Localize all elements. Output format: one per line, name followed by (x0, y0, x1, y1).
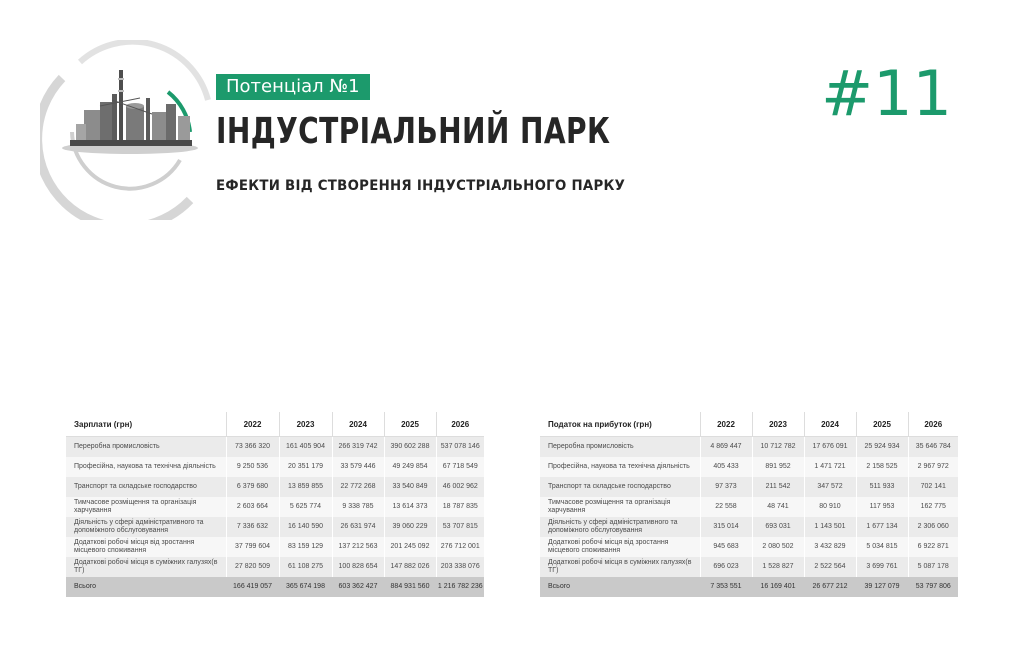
cell-value: 100 828 654 (332, 557, 384, 577)
cell-value: 2 158 525 (856, 457, 908, 477)
cell-value: 2 080 502 (752, 537, 804, 557)
cell-value: 73 366 320 (226, 437, 279, 457)
total-label: Всього (66, 577, 226, 597)
cell-value: 266 319 742 (332, 437, 384, 457)
cell-value: 10 712 782 (752, 437, 804, 457)
row-label: Діяльність у сфері адміністративного та допоміжного обслуговування (66, 517, 226, 537)
total-value: 39 127 079 (856, 577, 908, 597)
year-header: 2024 (804, 412, 856, 437)
year-header: 2025 (384, 412, 436, 437)
row-label: Професійна, наукова та технічна діяльність (540, 457, 700, 477)
table-row (540, 557, 958, 577)
cell-value: 702 141 (908, 477, 958, 497)
cell-value: 211 542 (752, 477, 804, 497)
factory-buildings (62, 70, 198, 154)
page-number: #11 (821, 57, 952, 130)
table-row (66, 537, 484, 557)
cell-value: 137 212 563 (332, 537, 384, 557)
total-row (66, 577, 484, 597)
cell-value: 405 433 (700, 457, 752, 477)
cell-value: 20 351 179 (279, 457, 332, 477)
row-label: Додаткові робочі місця від зростання місцевого споживання (66, 537, 226, 557)
row-label: Тимчасове розміщення та організація харчування (540, 497, 700, 517)
cell-value: 25 924 934 (856, 437, 908, 457)
cell-value: 33 540 849 (384, 477, 436, 497)
year-header: 2026 (436, 412, 484, 437)
cell-value: 6 922 871 (908, 537, 958, 557)
cell-value: 17 676 091 (804, 437, 856, 457)
cell-value: 13 859 855 (279, 477, 332, 497)
cell-value: 37 799 604 (226, 537, 279, 557)
table-row (540, 457, 958, 477)
row-label: Додаткові робочі місця від зростання місцевого споживання (540, 537, 700, 557)
cell-value: 27 820 509 (226, 557, 279, 577)
cell-value: 1 143 501 (804, 517, 856, 537)
cell-value: 35 646 784 (908, 437, 958, 457)
row-label: Переробна промисловість (66, 437, 226, 457)
year-header: 2022 (700, 412, 752, 437)
cell-value: 2 306 060 (908, 517, 958, 537)
cell-value: 511 933 (856, 477, 908, 497)
cell-value: 97 373 (700, 477, 752, 497)
total-value: 365 674 198 (279, 577, 332, 597)
year-header: 2026 (908, 412, 958, 437)
cell-value: 80 910 (804, 497, 856, 517)
table-row (66, 497, 484, 517)
row-label: Транспорт та складське господарство (66, 477, 226, 497)
year-header: 2023 (752, 412, 804, 437)
cell-value: 347 572 (804, 477, 856, 497)
profit-tax-table (540, 412, 958, 597)
cell-value: 693 031 (752, 517, 804, 537)
cell-value: 67 718 549 (436, 457, 484, 477)
cell-value: 1 528 827 (752, 557, 804, 577)
cell-value: 22 772 268 (332, 477, 384, 497)
table-row (66, 557, 484, 577)
factory-illustration-icon (40, 40, 220, 220)
page-subtitle: ЕФЕКТИ ВІД СТВОРЕННЯ ІНДУСТРІАЛЬНОГО ПАРКУ (216, 178, 626, 194)
cell-value: 33 579 446 (332, 457, 384, 477)
cell-value: 117 953 (856, 497, 908, 517)
row-label: Додаткові робочі місця в суміжних галузях(в ТГ) (66, 557, 226, 577)
cell-value: 1 471 721 (804, 457, 856, 477)
row-label: Діяльність у сфері адміністративного та допоміжного обслуговування (540, 517, 700, 537)
cell-value: 83 159 129 (279, 537, 332, 557)
table-header-row (540, 412, 958, 437)
total-value: 7 353 551 (700, 577, 752, 597)
potential-badge: Потенціал №1 (216, 74, 370, 100)
cell-value: 46 002 962 (436, 477, 484, 497)
row-label: Переробна промисловість (540, 437, 700, 457)
year-header: 2025 (856, 412, 908, 437)
cell-value: 161 405 904 (279, 437, 332, 457)
total-value: 603 362 427 (332, 577, 384, 597)
table-header-row (66, 412, 484, 437)
table-title: Податок на прибуток (грн) (540, 412, 700, 437)
year-header: 2024 (332, 412, 384, 437)
cell-value: 1 677 134 (856, 517, 908, 537)
year-header: 2023 (279, 412, 332, 437)
cell-value: 9 338 785 (332, 497, 384, 517)
cell-value: 5 034 815 (856, 537, 908, 557)
cell-value: 2 522 564 (804, 557, 856, 577)
row-label: Додаткові робочі місця в суміжних галузях(в ТГ) (540, 557, 700, 577)
year-header: 2022 (226, 412, 279, 437)
cell-value: 891 952 (752, 457, 804, 477)
cell-value: 3 699 761 (856, 557, 908, 577)
table-row (66, 457, 484, 477)
total-value: 166 419 057 (226, 577, 279, 597)
table-title: Зарплати (грн) (66, 412, 226, 437)
cell-value: 2 603 664 (226, 497, 279, 517)
cell-value: 537 078 146 (436, 437, 484, 457)
row-label: Транспорт та складське господарство (540, 477, 700, 497)
cell-value: 162 775 (908, 497, 958, 517)
total-value: 884 931 560 (384, 577, 436, 597)
cell-value: 6 379 680 (226, 477, 279, 497)
cell-value: 5 625 774 (279, 497, 332, 517)
cell-value: 9 250 536 (226, 457, 279, 477)
salaries-table (66, 412, 484, 597)
total-value: 1 216 782 236 (436, 577, 484, 597)
cell-value: 7 336 632 (226, 517, 279, 537)
cell-value: 26 631 974 (332, 517, 384, 537)
cell-value: 945 683 (700, 537, 752, 557)
table-row (540, 517, 958, 537)
total-value: 16 169 401 (752, 577, 804, 597)
cell-value: 22 558 (700, 497, 752, 517)
cell-value: 2 967 972 (908, 457, 958, 477)
cell-value: 315 014 (700, 517, 752, 537)
cell-value: 16 140 590 (279, 517, 332, 537)
table-row (540, 477, 958, 497)
row-label: Тимчасове розміщення та організація харчування (66, 497, 226, 517)
cell-value: 18 787 835 (436, 497, 484, 517)
cell-value: 5 087 178 (908, 557, 958, 577)
cell-value: 4 869 447 (700, 437, 752, 457)
cell-value: 3 432 829 (804, 537, 856, 557)
table-row (66, 477, 484, 497)
table-row (540, 537, 958, 557)
cell-value: 203 338 076 (436, 557, 484, 577)
cell-value: 201 245 092 (384, 537, 436, 557)
cell-value: 390 602 288 (384, 437, 436, 457)
table-row (66, 437, 484, 457)
cell-value: 13 614 373 (384, 497, 436, 517)
page-title: ІНДУСТРІАЛЬНИЙ ПАРК (216, 111, 611, 152)
table-row (66, 517, 484, 537)
cell-value: 48 741 (752, 497, 804, 517)
total-row (540, 577, 958, 597)
row-label: Професійна, наукова та технічна діяльність (66, 457, 226, 477)
cell-value: 696 023 (700, 557, 752, 577)
total-value: 26 677 212 (804, 577, 856, 597)
table-row (540, 437, 958, 457)
logo-ring-top (80, 42, 208, 100)
table-row (540, 497, 958, 517)
cell-value: 39 060 229 (384, 517, 436, 537)
total-value: 53 797 806 (908, 577, 958, 597)
cell-value: 276 712 001 (436, 537, 484, 557)
cell-value: 49 249 854 (384, 457, 436, 477)
total-label: Всього (540, 577, 700, 597)
cell-value: 61 108 275 (279, 557, 332, 577)
cell-value: 147 882 026 (384, 557, 436, 577)
cell-value: 53 707 815 (436, 517, 484, 537)
